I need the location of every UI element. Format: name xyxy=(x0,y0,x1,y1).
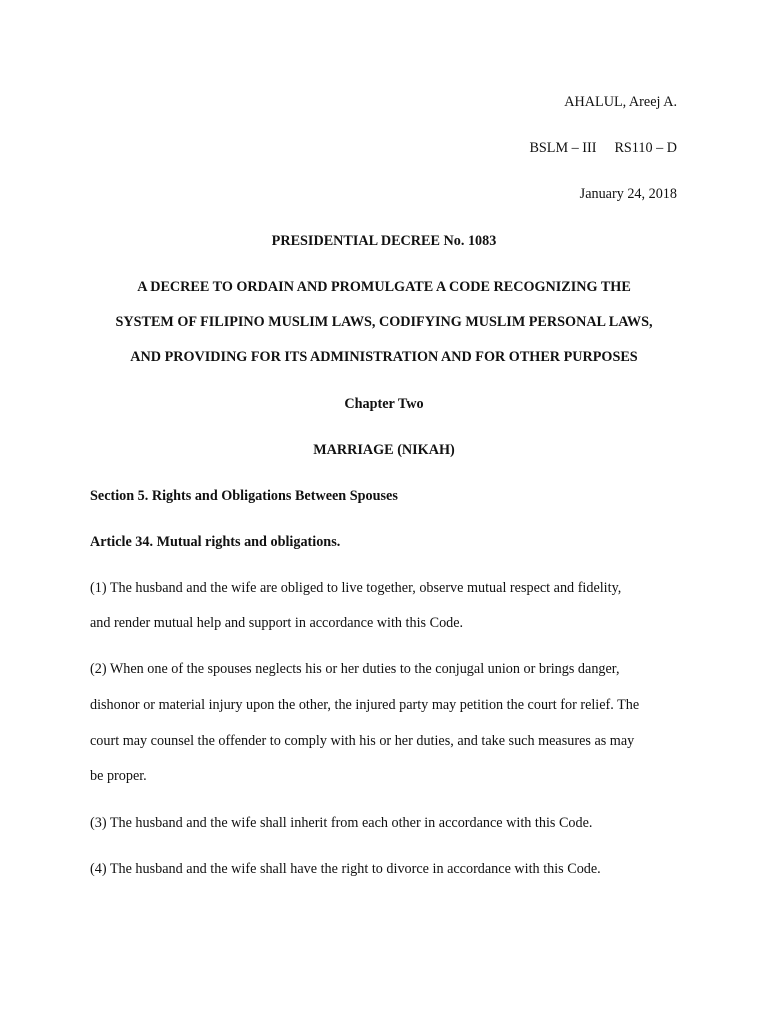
chapter-title: MARRIAGE (NIKAH) xyxy=(313,442,455,458)
decree-subtitle-line: A DECREE TO ORDAIN AND PROMULGATE A CODE RECOGNIZING THE xyxy=(137,279,631,295)
decree-subtitle-line: SYSTEM OF FILIPINO MUSLIM LAWS, CODIFYING MUSLIM PERSONAL LAWS, xyxy=(115,314,653,330)
course-section xyxy=(529,139,677,157)
body-line: be proper. xyxy=(90,768,147,784)
body-line: (2) When one of the spouses neglects his or her duties to the conjugal union or brings danger, xyxy=(90,661,620,677)
body-line: and render mutual help and support in accordance with this Code. xyxy=(90,615,464,631)
document-date: January 24, 2018 xyxy=(579,186,677,202)
body-line: (4) The husband and the wife shall have the right to divorce in accordance with this Code. xyxy=(90,861,601,877)
body-line: (1) The husband and the wife are obliged to live together, observe mutual respect and fidelity, xyxy=(90,580,622,596)
section-code: RS110 – D xyxy=(614,140,677,156)
decree-subtitle-line: AND PROVIDING FOR ITS ADMINISTRATION AND FOR OTHER PURPOSES xyxy=(130,349,638,365)
section-heading: Section 5. Rights and Obligations Between Spouses xyxy=(90,488,398,504)
course-code: BSLM – III xyxy=(529,140,597,156)
article-heading: Article 34. Mutual rights and obligations. xyxy=(90,534,341,550)
body-line: (3) The husband and the wife shall inherit from each other in accordance with this Code. xyxy=(90,815,593,831)
author-name: AHALUL, Areej A. xyxy=(564,94,677,110)
decree-title: PRESIDENTIAL DECREE No. 1083 xyxy=(271,233,497,249)
chapter-heading: Chapter Two xyxy=(344,396,424,412)
body-line: dishonor or material injury upon the other, the injured party may petition the court for relief. The xyxy=(90,697,640,713)
body-line: court may counsel the offender to comply with his or her duties, and take such measures as may xyxy=(90,733,635,749)
